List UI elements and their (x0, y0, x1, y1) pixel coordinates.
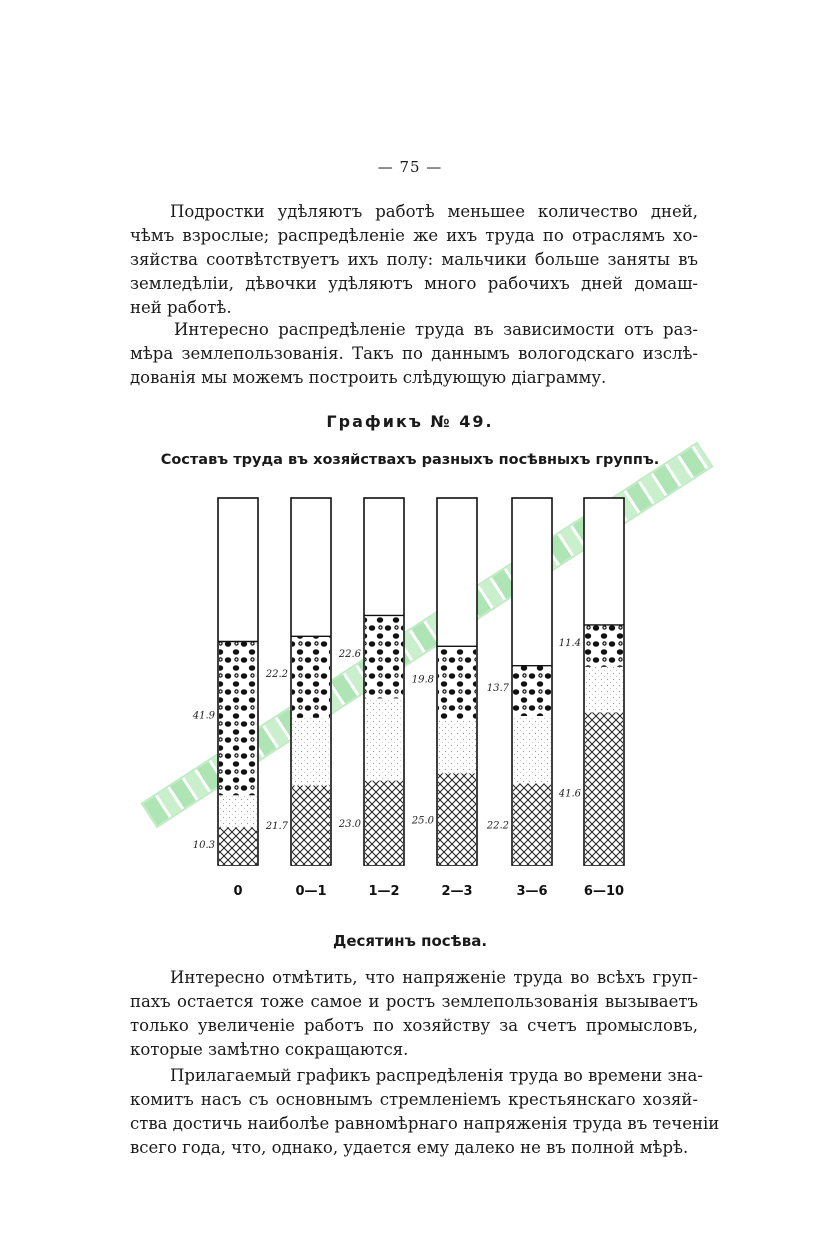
segment-value-label: 11.4 (558, 637, 581, 649)
paragraph-line: земледѣліи, дѣвочки удѣляютъ много рабочихъ дней домаш- (130, 274, 698, 293)
bar-segment-crosshatch (513, 784, 551, 865)
paragraph-line: только увеличеніе работъ по хозяйству за счетъ промысловъ, (130, 1016, 698, 1035)
category-label: 1—2 (368, 884, 400, 899)
paragraph-line: ства достичь наиболѣе равномѣрнаго напряженія труда въ теченіи (130, 1114, 720, 1133)
x-axis-caption: Десятинъ посѣва. (332, 932, 488, 950)
bar-segment-light (292, 718, 330, 786)
bar-segment-crosshatch (219, 827, 257, 865)
segment-value-label: 41.9 (192, 710, 215, 722)
paragraph-line: Интересно распредѣленіе труда въ зависимости отъ раз- (174, 320, 698, 339)
segment-value-label: 19.8 (411, 674, 434, 686)
bar-segment-crosshatch (292, 785, 330, 865)
paragraph-4 (130, 1064, 720, 1160)
bar-segment-light (438, 719, 476, 773)
bar-segment-crosshatch (438, 773, 476, 865)
bar-segment-light (513, 716, 551, 784)
bar-segment-light (219, 795, 257, 827)
paragraph-1 (130, 200, 698, 320)
paragraph-line: Интересно отмѣтить, что напряженіе труда во всѣхъ груп- (170, 968, 698, 987)
paragraph-line: комитъ насъ съ основнымъ стремленіемъ крестьянскаго хозяй- (130, 1090, 698, 1109)
segment-value-label: 22.2 (265, 669, 288, 681)
bar-segment-dots (438, 646, 476, 719)
segment-value-label: 22.6 (338, 648, 361, 660)
paragraph-line: чѣмъ взрослые; распредѣленіе же ихъ труда по отраслямъ хо- (130, 226, 698, 245)
segment-value-label: 25.0 (411, 815, 434, 827)
bar-segment-dots (292, 636, 330, 717)
graph-subtitle: Составъ труда въ хозяйствахъ разныхъ посѣвныхъ группъ. (160, 452, 660, 468)
bar-segment-light (365, 698, 403, 780)
paragraph-line: всего года, что, однако, удается ему далеко не въ полной мѣрѣ. (130, 1138, 689, 1157)
paragraph-line: пахъ остается тоже самое и ростъ землепользованія вызываетъ (130, 992, 698, 1011)
graph-title: Графикъ № 49. (326, 412, 494, 431)
paragraph-line: ней работѣ. (130, 298, 232, 317)
segment-value-label: 22.2 (486, 820, 509, 832)
paragraph-line: дованія мы можемъ построить слѣдующую діаграмму. (130, 368, 607, 387)
stacked-bar-chart (0, 480, 820, 910)
category-label: 0—1 (295, 884, 327, 899)
segment-value-label: 41.6 (558, 788, 581, 800)
paragraph-line: Подростки удѣляютъ работѣ меньшее количество дней, (170, 202, 698, 221)
category-label: 0 (233, 884, 243, 899)
paragraph-line: Прилагаемый графикъ распредѣленія труда во времени зна- (170, 1066, 703, 1085)
category-label: 6—10 (583, 884, 625, 899)
paragraph-line: зяйства соотвѣтствуетъ ихъ полу: мальчики больше заняты въ (130, 250, 698, 269)
bar-segment-dots (219, 641, 257, 795)
paragraph-line: мѣра землепользованія. Такъ по даннымъ вологодскаго изслѣ- (130, 344, 698, 363)
segment-value-label: 13.7 (486, 682, 509, 694)
bar-segment-crosshatch (585, 712, 623, 865)
category-label: 2—3 (441, 884, 473, 899)
bar-segment-dots (513, 666, 551, 716)
segment-value-label: 10.3 (192, 839, 215, 851)
bar-segment-light (585, 667, 623, 713)
category-label: 3—6 (516, 884, 548, 899)
paragraph-line: которые замѣтно сокращаются. (130, 1040, 409, 1059)
bar-segment-dots (365, 615, 403, 698)
paragraph-2 (130, 318, 698, 390)
bar-segment-dots (585, 625, 623, 667)
segment-value-label: 21.7 (265, 821, 288, 833)
page-number: — 75 — (377, 158, 443, 176)
segment-value-label: 23.0 (338, 819, 361, 831)
paragraph-3 (130, 966, 698, 1062)
bar-segment-crosshatch (365, 781, 403, 865)
